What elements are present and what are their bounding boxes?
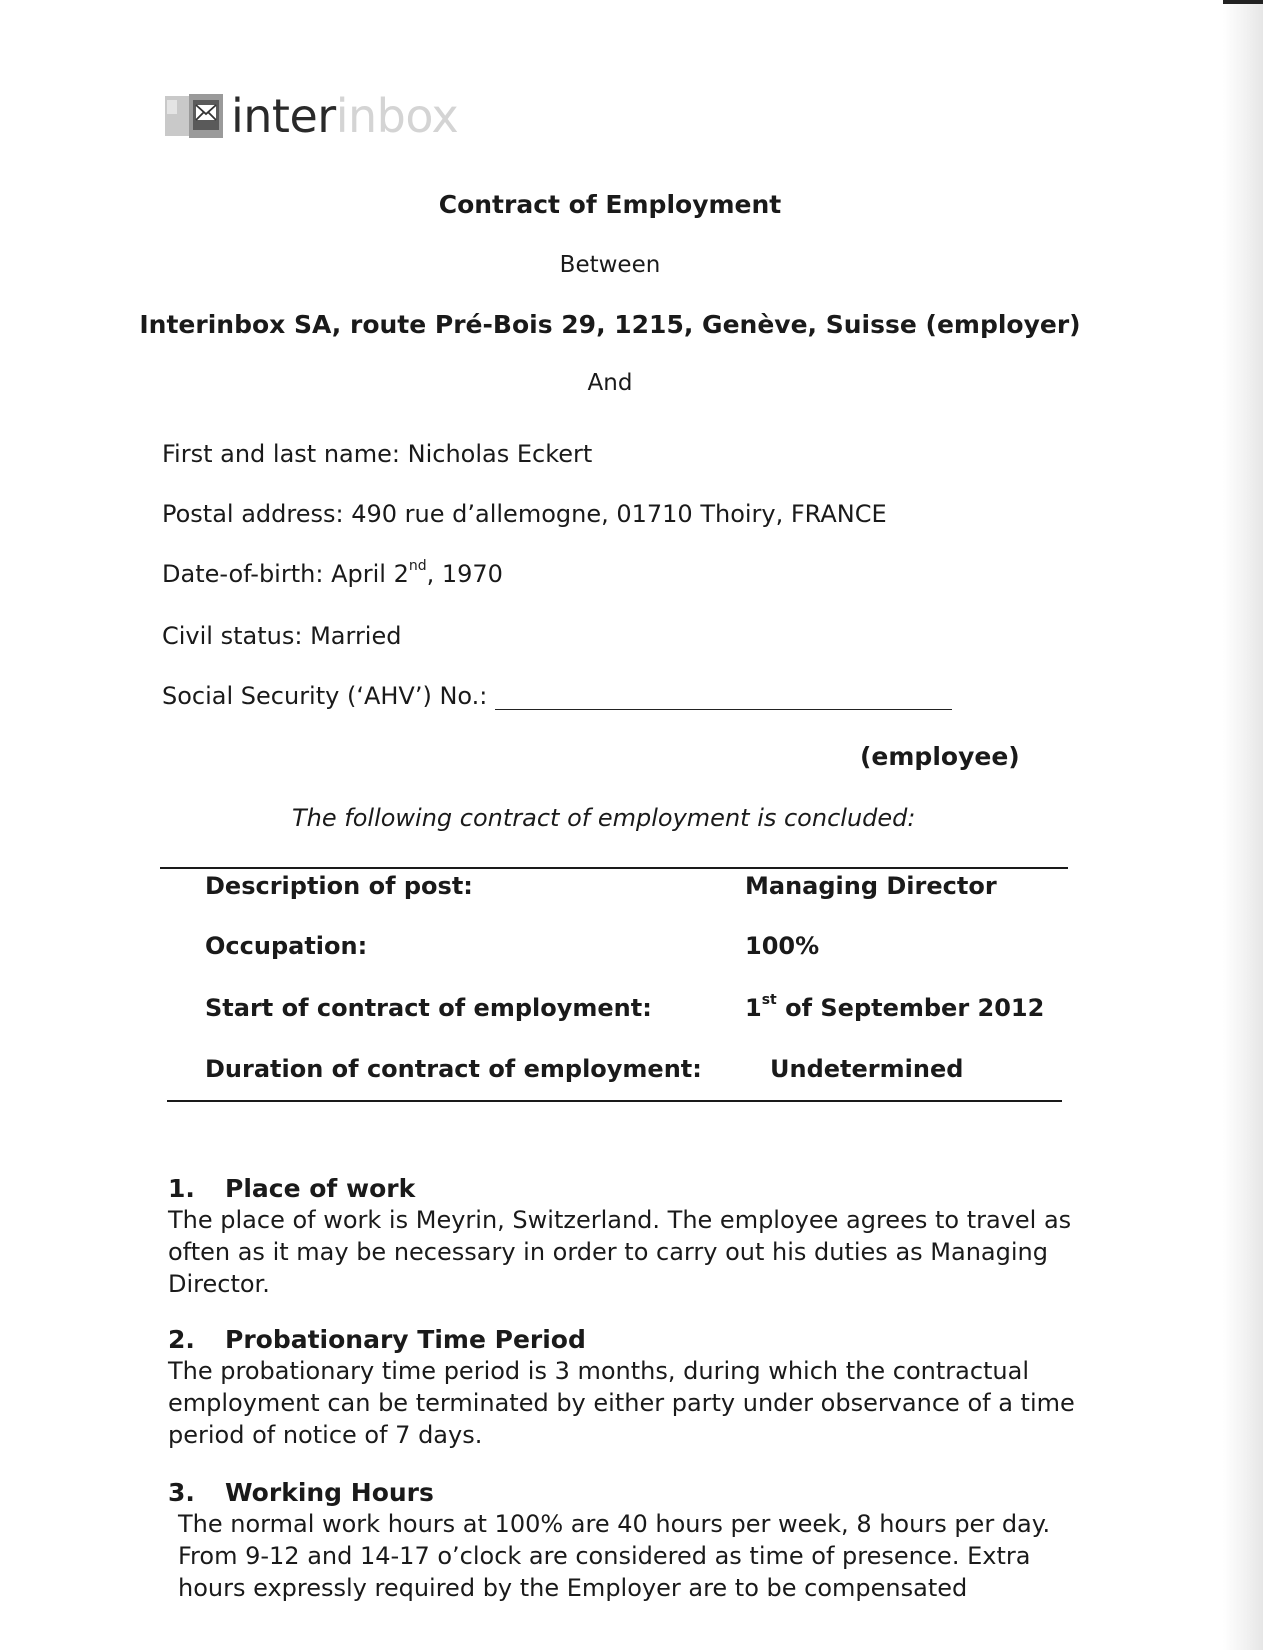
section-heading: 2. Probationary Time Period [168,1325,586,1354]
start-label: Start of contract of employment: [205,994,652,1022]
ssn-label: Social Security (‘AHV’) No.: [162,682,488,710]
employer-line: Interinbox SA, route Pré-Bois 29, 1215, Genève, Suisse (employer) [139,310,1081,339]
logo-wordmark: interinbox [231,89,459,143]
name-label: First and last name: [162,440,400,468]
section-probationary-period [168,1325,1088,1451]
section-heading: 3. Working Hours [168,1478,434,1507]
start-value: 1st of September 2012 [745,992,1045,1022]
and-text: And [587,370,633,396]
concluded-statement: The following contract of employment is concluded: [292,804,916,832]
duration-label: Duration of contract of employment: [205,1055,702,1083]
dob-value: April 2nd, 1970 [331,558,503,588]
employee-tag: (employee) [860,742,1020,771]
section-body: The normal work hours at 100% are 40 hours per week, 8 hours per day. From 9-12 and 14-17 o’clock are considered as time of presence. Extra hours expressly required by the Employer are to be compensated [178,1510,1051,1602]
terms-top-rule [160,867,1068,869]
address-label: Postal address: [162,500,344,528]
section-place-of-work [168,1174,1088,1300]
section-body: The probationary time period is 3 months, during which the contractual employment can be terminated by either party under observance of a time period of notice of 7 days. [168,1357,1075,1449]
occupation-label: Occupation: [205,932,368,960]
terms-bottom-rule [167,1100,1062,1102]
section-working-hours [168,1478,1088,1604]
postal-address-line [162,500,887,528]
civil-status-label: Civil status: [162,622,303,650]
employee-name-line [162,440,592,468]
scan-edge-shadow [1223,0,1263,1650]
section-heading: 1. Place of work [168,1174,416,1203]
name-value: Nicholas Eckert [407,440,593,468]
social-security-line [162,682,952,710]
duration-value: Undetermined [770,1055,964,1083]
dob-label: Date-of-birth: [162,560,324,588]
post-value: Managing Director [745,872,997,900]
between-text: Between [559,252,661,278]
civil-status-line [162,622,401,650]
section-body: The place of work is Meyrin, Switzerland. The employee agrees to travel as often as it may be necessary in order to carry out his duties as Managing Director. [168,1206,1072,1298]
address-value: 490 rue d’allemogne, 01710 Thoiry, FRANCE [351,500,887,528]
document-title: Contract of Employment [438,190,782,219]
post-label: Description of post: [205,872,473,900]
company-logo [163,88,458,144]
ssn-blank-field [495,685,952,710]
date-of-birth-line [162,560,503,588]
occupation-value: 100% [745,932,820,960]
scan-edge-corner [1223,0,1263,4]
envelope-box-icon [163,90,227,142]
civil-status-value: Married [310,622,402,650]
